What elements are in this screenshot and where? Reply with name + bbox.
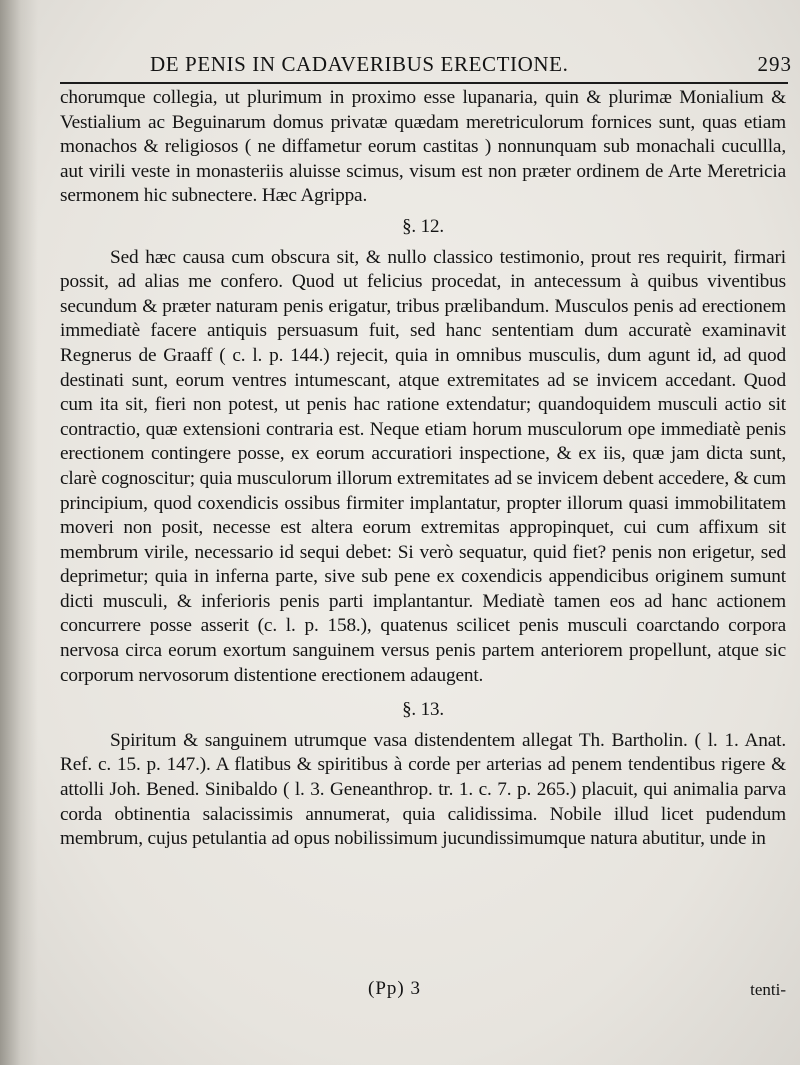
paragraph-section-12: Sed hæc causa cum obscura sit, & nullo classico testimonio, prout res requirit, firmari possit, ad alias me confero. Quod ut felicius procedat, in antecessum à quibus viventibus secundum & præter naturam penis erigatur, tribus prælibandum. Musculos penis ad erectionem immediatè facere antiquis persuasum fuit, sed hanc sententiam dum accuratè examinavit Regnerus de Graaff ( c. l. p. 144.) rejecit, quia in omnibus musculis, dum agunt id, ad quod destinati sunt, eorum ventres intumescant, atque extremitates ad se invicem accedant. Quod cum ita sit, fieri non potest, ut penis hac ratione extendatur; quandoquidem musculi actio sit contractio, quæ extensioni contraria est. Neque etiam horum musculorum ope immediatè penis erectionem contingere posse, ex eorum accuratiori inspectione, & ex iis, quæ jam dicta sunt, clarè cognoscitur; quia musculorum illorum extremitates ad se invicem debent accedere, & cum principium, quod coxendicis ossibus firmiter implantatur, propter illorum quasi immobilitatem moveri non posit, necesse est altera eorum extremitas appropinquet, cui cum affixum sit membrum virile, necessario id sequi debet: Si verò sequatur, quid fiet? penis non erigetur, sed deprimetur; quia in inferna parte, sive sub pene ex coxendicis appendicibus originem sumunt dicti musculi, & inferioris penis parti implantantur. Mediatè tamen eos ad hanc actionem concurrere posse asserit (c. l. p. 158.), quatenus scilicet penis musculi coarctando corpora nervosa circa eorum exortum sanguinem versus penis partem anteriorem propellunt, atque sic corporum nervosorum distentione erectionem adaugent.: [60, 246, 786, 686]
section-heading-13: §. 13.: [402, 699, 444, 721]
body-text: [60, 86, 786, 852]
running-title: DE PENIS IN CADAVERIBUS ERECTIONE.: [150, 52, 569, 76]
page-footer: [60, 978, 786, 1004]
header-rule: [60, 82, 788, 84]
signature-mark: (Pp) 3: [368, 978, 421, 999]
running-header: [150, 52, 792, 82]
paragraph-continuation: chorumque collegia, ut plurimum in proximo esse lupanaria, quin & plurimæ Monialium & Vestialium ac Beguinarum domus privatæ quædam meretriculorum fornices sunt, quas etiam monachos & religiosos ( ne diffametur eorum castitas ) nonnunquam sub monachali cucullla, aut virili veste in monasteriis aluisse scimus, visum est non præter ordinem de Arte Meretricia sermonem hic subnectere. Hæc Agrippa.: [60, 87, 786, 207]
page-number: 293: [757, 52, 792, 76]
paragraph-section-13: Spiritum & sanguinem utrumque vasa distendentem allegat Th. Bartholin. ( l. 1. Anat. Ref. c. 15. p. 147.). A flatibus & spiritibus à corde per arterias ad penem tendentibus rigere & attolli Joh. Bened. Sinibaldo ( l. 3. Geneanthrop. tr. 1. c. 7. p. 265.) placuit, qui animalia parva corda obtinentia salacissimis annumerat, quia calidissima. Nobile illud licet pudendum membrum, cujus petulantia ad opus nobilissimum jucundissimumque natura abutitur, unde in: [60, 729, 786, 850]
catchword: tenti-: [750, 980, 786, 999]
section-heading-12: §. 12.: [402, 215, 444, 237]
